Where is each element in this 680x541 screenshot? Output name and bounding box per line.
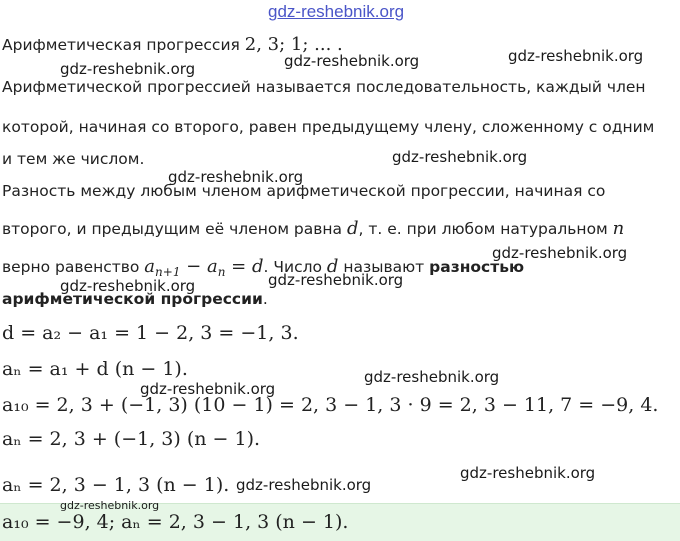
period: . — [262, 290, 268, 308]
definition-line-2: которой, начиная со второго, равен предыдущему члену, сложенному с одним — [2, 118, 655, 136]
definition-line-1: Арифметической прогрессией называется последовательность, каждый член — [2, 78, 646, 96]
watermark: gdz-reshebnik.org — [364, 368, 500, 386]
watermark: gdz-reshebnik.org — [492, 244, 628, 262]
formula-a: a — [144, 256, 156, 277]
var-n: n — [612, 218, 625, 239]
var-d-2: d — [326, 256, 339, 277]
formula-an-1: aₙ = 2, 3 + (−1, 3) (n − 1). — [2, 428, 261, 450]
formula-general-term: aₙ = a₁ + d (n − 1). — [2, 358, 188, 380]
formula-an-2: aₙ = 2, 3 − 1, 3 (n − 1). — [2, 474, 230, 496]
term-difference: разностью — [429, 258, 525, 276]
term-progression: арифметической прогрессии — [2, 290, 263, 308]
site-link[interactable]: gdz-reshebnik.org — [268, 2, 405, 21]
watermark: gdz-reshebnik.org — [140, 380, 276, 398]
watermark: gdz-reshebnik.org — [168, 168, 304, 186]
watermark: gdz-reshebnik.org — [460, 464, 596, 482]
difference-line-3 — [2, 256, 524, 279]
watermark: gdz-reshebnik.org — [60, 499, 160, 512]
watermark: gdz-reshebnik.org — [284, 52, 420, 70]
equality-formula: $a_{n+1} - a_n = d$ — [144, 256, 264, 279]
var-d: d — [346, 218, 359, 239]
answer-formula: a₁₀ = −9, 4; aₙ = 2, 3 − 1, 3 (n − 1). — [2, 511, 349, 533]
difference-line-1: Разность между любым членом арифметической прогрессии, начиная со — [2, 182, 606, 200]
difference-line-2 — [2, 218, 624, 239]
number-text: . Число — [263, 258, 327, 276]
watermark: gdz-reshebnik.org — [268, 271, 404, 289]
watermark: gdz-reshebnik.org — [392, 148, 528, 166]
problem-text: Арифметическая прогрессия — [2, 36, 245, 54]
difference-text-2: , т. е. при любом натуральном — [358, 220, 613, 238]
sequence: 2, 3; 1; ... . — [244, 34, 343, 55]
formula-difference: d = a₂ − a₁ = 1 − 2, 3 = −1, 3. — [2, 322, 299, 344]
watermark: gdz-reshebnik.org — [60, 277, 196, 295]
equality-text: верно равенство — [2, 258, 145, 276]
difference-text: второго, и предыдущим её членом равна — [2, 220, 347, 238]
watermark: gdz-reshebnik.org — [236, 476, 372, 494]
formula-a10: a₁₀ = 2, 3 + (−1, 3) (10 − 1) = 2, 3 − 1, 3 · 9 = 2, 3 − 11, 7 = −9, 4. — [2, 394, 659, 416]
definition-line-3: и тем же числом. — [2, 150, 145, 168]
watermark: gdz-reshebnik.org — [60, 60, 196, 78]
watermark: gdz-reshebnik.org — [508, 47, 644, 65]
called-text: называют — [338, 258, 430, 276]
